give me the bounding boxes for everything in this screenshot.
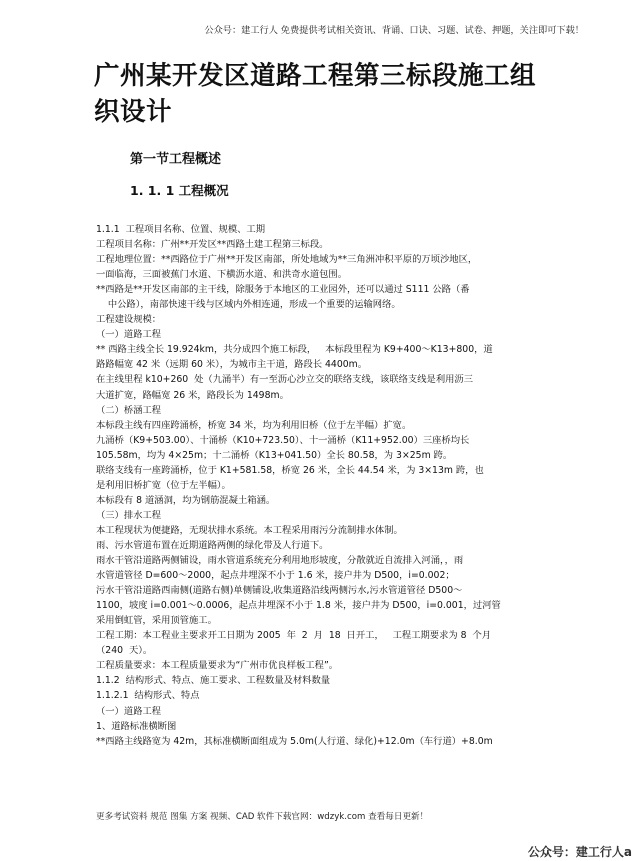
sub-heading: 1. 1. 1 工程概况 xyxy=(130,183,229,198)
body-line: 工程地理位置：**西路位于广州**开发区南部，所处地域为**三角洲冲积平原的万顷沙地区， xyxy=(96,254,478,266)
body-line: 1100，坡度 i=0.001～0.0006，起点井埋深不小于 1.8 米，接户井为 D500，i=0.001，过河管 xyxy=(96,600,501,612)
body-line: 是利用旧桥扩宽（位于左半幅）。 xyxy=(96,479,231,491)
body-line: 本工程现状为便捷路，无现状排水系统。本工程采用雨污分流制排水体制。 xyxy=(96,524,403,536)
body-line: 工程建设规模： xyxy=(96,314,162,326)
body-line: 1.1.2.1 结构形式、特点 xyxy=(96,690,200,702)
body-line: 1.1.1 工程项目名称、位置、规模、工期 xyxy=(96,224,266,235)
body-line: （一）道路工程 xyxy=(96,705,162,717)
body-line: （一）道路工程 xyxy=(96,329,162,341)
body-line: 一面临海，三面被蕉门水道、下横沥水道、和洪奇水道包围。 xyxy=(96,269,348,281)
body-line: 中公路），南部快速干线与区域内外相连通，形成一个重要的运输网络。 xyxy=(96,299,401,311)
body-line: 本标段有 8 道涵洞，均为钢筋混凝土箱涵。 xyxy=(96,494,276,506)
footer-note: 更多考试资料 规范 图集 方案 视频、CAD 软件下载官网：wdzyk.com 查看每日更新！ xyxy=(96,812,429,822)
body-line: 1.1.2 结构形式、特点、施工要求、工程数量及材料数量 xyxy=(96,675,331,687)
body-line: 污水干管沿道路西南侧(道路右侧)单侧铺设,收集道路沿线两侧污水,污水管道管径 D500～ xyxy=(96,585,463,597)
body-line: **西路主线路宽为 42m，其标准横断面组成为 5.0m(人行道、绿化)+12.0m（车行道）+8.0m xyxy=(96,735,493,747)
body-line: 联络支线有一座跨涌桥，位于 K1+581.58，桥宽 26 米，全长 44.54 米，为 3×13m 跨，也 xyxy=(96,464,484,476)
body-line: 九涌桥（K9+503.00）、十涌桥（K10+723.50）、十一涌桥（K11+952.00）三座桥均长 xyxy=(96,434,470,446)
body-line: （二）桥涵工程 xyxy=(96,404,162,416)
body-line: （三）排水工程 xyxy=(96,509,162,521)
body-line: 工程质量要求：本工程质量要求为“广州市优良样板工程”。 xyxy=(96,660,339,672)
header-note: 公众号：建工行人 免费提供考试相关资讯、背诵、口诀、习题、试卷、押题，关注即可下载！ xyxy=(204,25,584,36)
body-line: 在主线里程 k10+260 处（九涌半）有一至沥心沙立交的联络支线，该联络支线是利用沥三 xyxy=(96,374,474,386)
body-line: 本标段主线有四座跨涌桥，桥宽 34 米，均为利用旧桥（位于左半幅）扩宽。 xyxy=(96,419,412,431)
body-line: 路路幅宽 42 米（远期 60 米），为城市主干道，路段长 4400m。 xyxy=(96,359,368,371)
body-line: 大道扩宽，路幅宽 26 米，路段长为 1498m。 xyxy=(96,389,289,401)
section-heading: 第一节工程概述 xyxy=(130,152,222,167)
body-line: （240 天）。 xyxy=(96,645,153,657)
document-title: 广州某开发区道路工程第三标段施工组织设计 xyxy=(94,61,537,127)
body-line: **西路是**开发区南部的主干线，除服务于本地区的工业园外，还可以通过 S111 公路（番 xyxy=(96,284,470,296)
body-line: 雨、污水管道布置在近期道路两侧的绿化带及人行道下。 xyxy=(96,539,329,551)
body-line: 雨水干管沿道路两侧铺设，雨水管道系统充分利用地形坡度，分散就近自流排入河涌，，雨 xyxy=(96,555,464,567)
body-line: 1、道路标准横断图 xyxy=(96,720,177,732)
body-line: 工程工期：本工程业主要求开工日期为 2005 年 2 月 18 日开工， 工程工期要求为 8 个月 xyxy=(96,630,492,642)
body-line: 工程项目名称：广州**开发区**西路土建工程第三标段。 xyxy=(96,239,329,251)
watermark: 公众号：建工行人a xyxy=(527,845,632,859)
body-line: ** 西路主线全长 19.924km，共分成四个施工标段， 本标段里程为 K9+400～K13+800，道 xyxy=(96,344,493,356)
body-line: 105.58m，均为 4×25m；十二涌桥（K13+041.50）全长 80.58，为 3×25m 跨。 xyxy=(96,449,453,461)
body-text xyxy=(96,222,548,749)
body-line: 水管道管径 D=600～2000，起点井埋深不小于 1.6 米，接户井为 D500，i=0.002； xyxy=(96,570,455,582)
body-line: 采用倒虹管，采用顶管施工。 xyxy=(96,615,217,627)
